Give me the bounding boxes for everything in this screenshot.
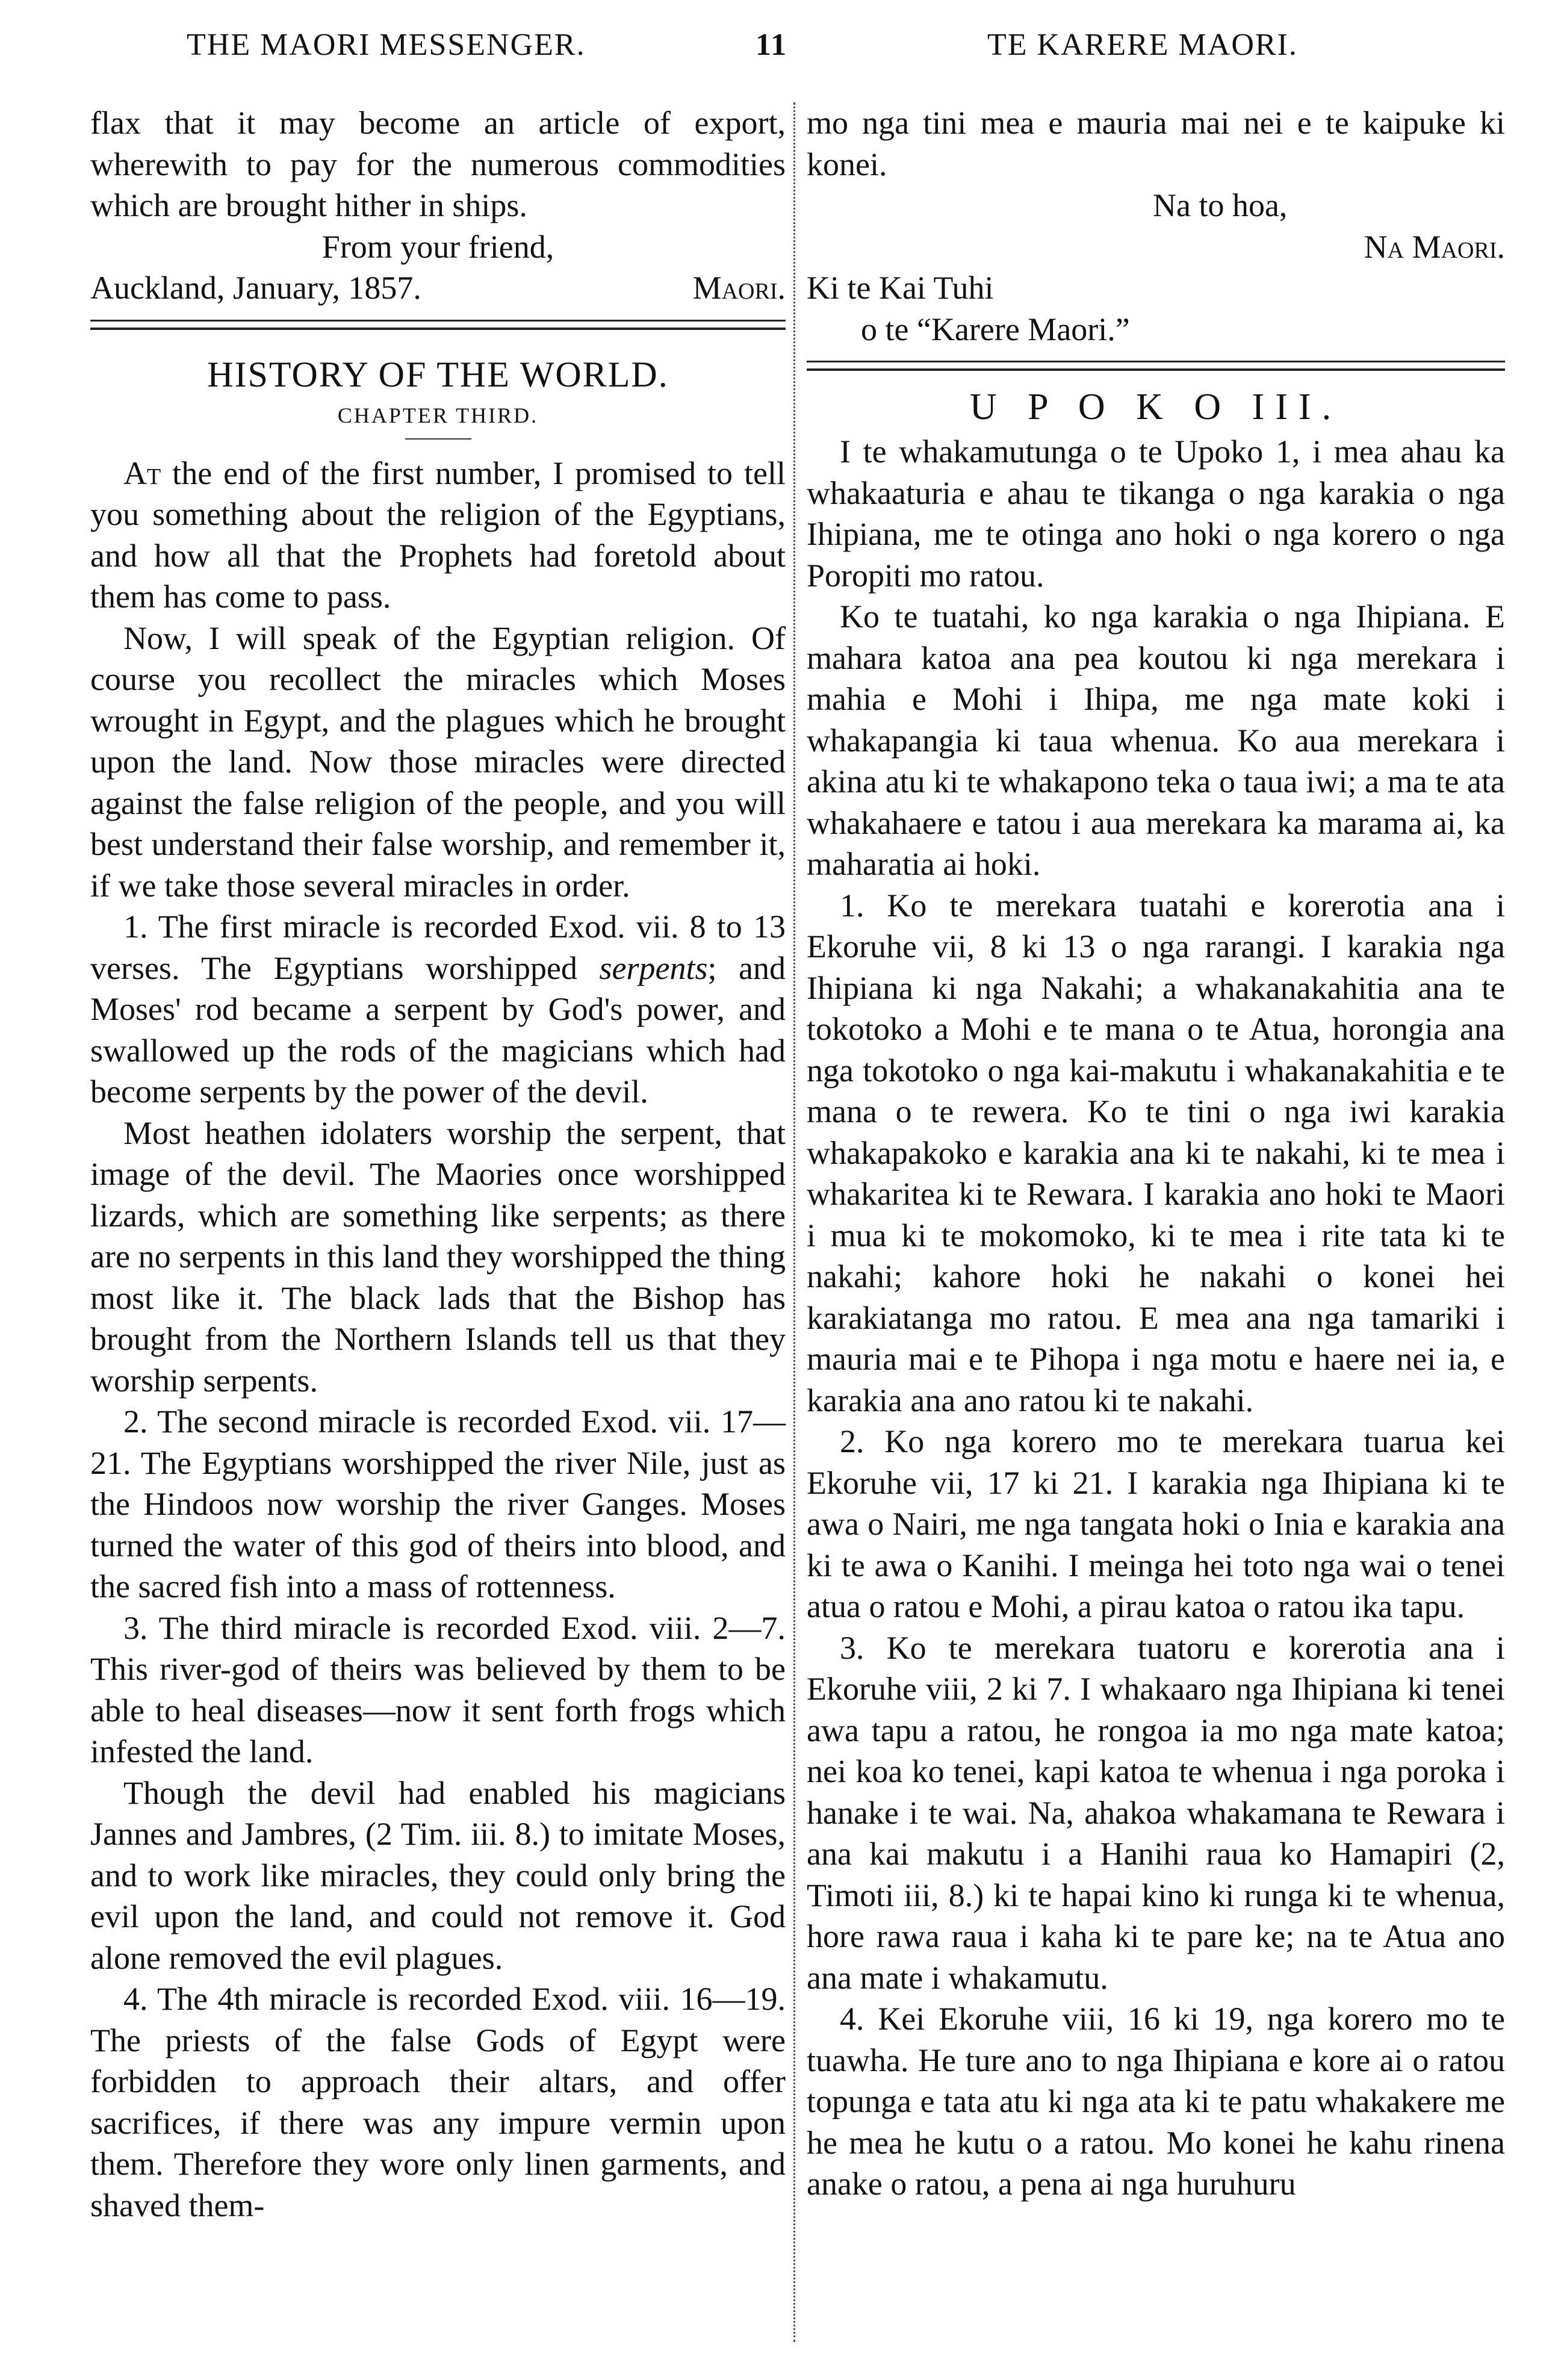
article-paragraph: 4. The 4th miracle is recorded Exod. viii. 16—19. The priests of the false Gods of Egypt were forbidden to approach their altars, and offer sacrifices, if there was any impure vermin upon them. Therefore they wore only linen garments, and shaved them-: [90, 1981, 786, 2223]
letter-addressee-line2: o te “Karere Maori.”: [861, 311, 1130, 347]
header-title-maori: TE KARERE MAORI.: [987, 28, 1298, 62]
maori-column: [807, 102, 1505, 2205]
letter-continuation: flax that it may become an article of export, wherewith to pay for the numerous commodities which are brought hither in ships.: [90, 105, 786, 223]
article-paragraph-maori: 2. Ko nga korero mo te merekara tuarua kei Ekoruhe vii, 17 ki 21. I karakia nga Ihipiana ki te awa o Nairi, me nga tangata hoki o Inia e karakia ana ki te awa o Kanihi. I meinga hei toto nga wai o tenei atua o ratou e Mohi, a pirau katoa o ratou ika tapu.: [807, 1423, 1505, 1624]
article-paragraph: 2. The second miracle is recorded Exod. vii. 17—21. The Egyptians worshipped the river Nile, just as the Hindoos now worship the river Ganges. Moses turned the water of this god of theirs into blood, and the sacred fish into a mass of rottenness.: [90, 1403, 786, 1605]
letter-signature-maori: Na Maori.: [1364, 228, 1505, 265]
article-paragraph: Now, I will speak of the Egyptian religion. Of course you recollect the miracles which Moses wrought in Egypt, and the plagues which he brought upon the land. Now those miracles were directed against the false religion of the people, and you will best understand their false worship, and remember it, if we take those several miracles in order.: [90, 620, 786, 904]
article-paragraph: Most heathen idolaters worship the serpent, that image of the devil. The Maories once worshipped lizards, which are something like serpents; as there are no serpents in this land they worshipped the thing most like it. The black lads that the Bishop has brought from the Northern Islands tell us that they worship serpents.: [90, 1114, 786, 1399]
title-rule: [405, 438, 471, 440]
letter-addressee-line1: Ki te Kai Tuhi: [807, 270, 994, 306]
section-rule-maori: [807, 361, 1505, 371]
page-header: [0, 27, 1564, 69]
letter-place-date: Auckland, January, 1857.: [90, 270, 421, 306]
article-paragraph-maori: 4. Kei Ekoruhe viii, 16 ki 19, nga korero mo te tuawha. He ture ano to nga Ihipiana e kore ai o ratou topunga e tata atu ki nga ata ki te patu whakakere me he mea he kutu o a ratou. Mo konei he kahu rinena anake o ratou, a pena ai nga huruhuru: [807, 2001, 1505, 2202]
article-paragraph-maori: 3. Ko te merekara tuatoru e korerotia ana i Ekoruhe viii, 2 ki 7. I whakaaro nga Ihipiana ki tenei awa tapu a ratou, he rongoa ia mo nga mate katoa; nei koa ko tenei, kapi katoa te whenua i nga poroka i hanake i te wai. Na, ahakoa whakamana te Rewara i ana kai makutu i a Hanihi raua ko Hamapiri (2, Timoti iii, 8.) ki te hapai kino ki runga ki te whenua, hore rawa raua i kaha ki te pare ke; na te Atua ano ana matе i whakamutu.: [807, 1629, 1505, 1996]
page-number: 11: [756, 28, 788, 62]
article-paragraph-maori: I te whakamutunga o te Upoko 1, i mea ahau ka whakaaturia e ahau te tikanga o nga karakia o nga Ihipiana, me te otinga ano hoki o nga korero o nga Poropiti mo ratou.: [807, 433, 1505, 594]
letter-dateline: [90, 267, 786, 309]
letter-closing: From your friend,: [321, 228, 554, 265]
letter-signature: Maori.: [692, 270, 786, 306]
section-rule: [90, 320, 786, 330]
article-title: HISTORY OF THE WORLD.: [207, 354, 669, 394]
column-divider: [793, 102, 795, 2342]
letter-closing-maori: Na to hoa,: [1153, 187, 1288, 223]
header-title-english: THE MAORI MESSENGER.: [187, 28, 586, 62]
chapter-title-maori: U P O K O III.: [969, 387, 1342, 427]
article-paragraph: Though the devil had enabled his magicians Jannes and Jambres, (2 Tim. iii. 8.) to imitate Moses, and to work like miracles, they could only bring the evil upon the land, and could not remove it. God alone removed the evil plagues.: [90, 1774, 786, 1976]
article-paragraph-maori: 1. Ko te merekara tuatahi e korerotia ana i Ekoruhe vii, 8 ki 13 o nga rarangi. I karakia nga Ihipiana ki nga Nakahi; a whakanakahitia ana te tokotoko a Mohi e te mana o te Atua, horongia ana nga tokotoko o nga kai-makutu i whakanakahitia e te mana o te rewera. Ko te tini o nga iwi karakia whakapakoko e karakia ana ki te nakahi, ki te mea i whakaritea ki te Rewara. I karakia ano hoki te Maori i mua ki te mokomoko, ki te mea i rite tata ki te nakahi; kahore hoki he nakahi o konei hei karakiatanga mo ratou. E mea ana nga tamariki i mauria mai e te Pihopa i nga motu e haere nei ia, e karakia ana ano ratou ki te nakahi.: [807, 887, 1505, 1418]
letter-continuation-maori: mo nga tini mea e mauria mai nei e te kaipuke ki konei.: [807, 105, 1505, 182]
english-column: [90, 102, 786, 2226]
article-paragraph: 3. The third miracle is recorded Exod. viii. 2—7. This river-god of theirs was believed by them to be able to heal diseases—now it sent forth frogs which infested the land.: [90, 1609, 786, 1769]
article-paragraph: 1. The first miracle is recorded Exod. vii. 8 to 13 verses. The Egyptians worshipped serpents; and Moses' rod became a serpent by God's power, and swallowed up the rods of the magicians which had become serpents by the power of the devil.: [90, 909, 786, 1110]
article-paragraph-maori: Ko te tuatahi, ko nga karakia o nga Ihipiana. E mahara katoa ana pea koutou ki nga merekara i mahia e Mohi i Ihipa, me nga mate koki i whakapangia ki taua whenua. Ko aua merekara i akina atu ki te whakapono teka o taua iwi; a ma te ata whakahaere e tatou i aua merekara ka marama ai, ka maharatia ai hoki.: [807, 598, 1505, 882]
article-paragraph: At the end of the first number, I promised to tell you something about the religion of the Egyptians, and how all that the Prophets had foretold about them has come to pass.: [90, 455, 786, 615]
article-subtitle: CHAPTER THIRD.: [337, 403, 539, 427]
